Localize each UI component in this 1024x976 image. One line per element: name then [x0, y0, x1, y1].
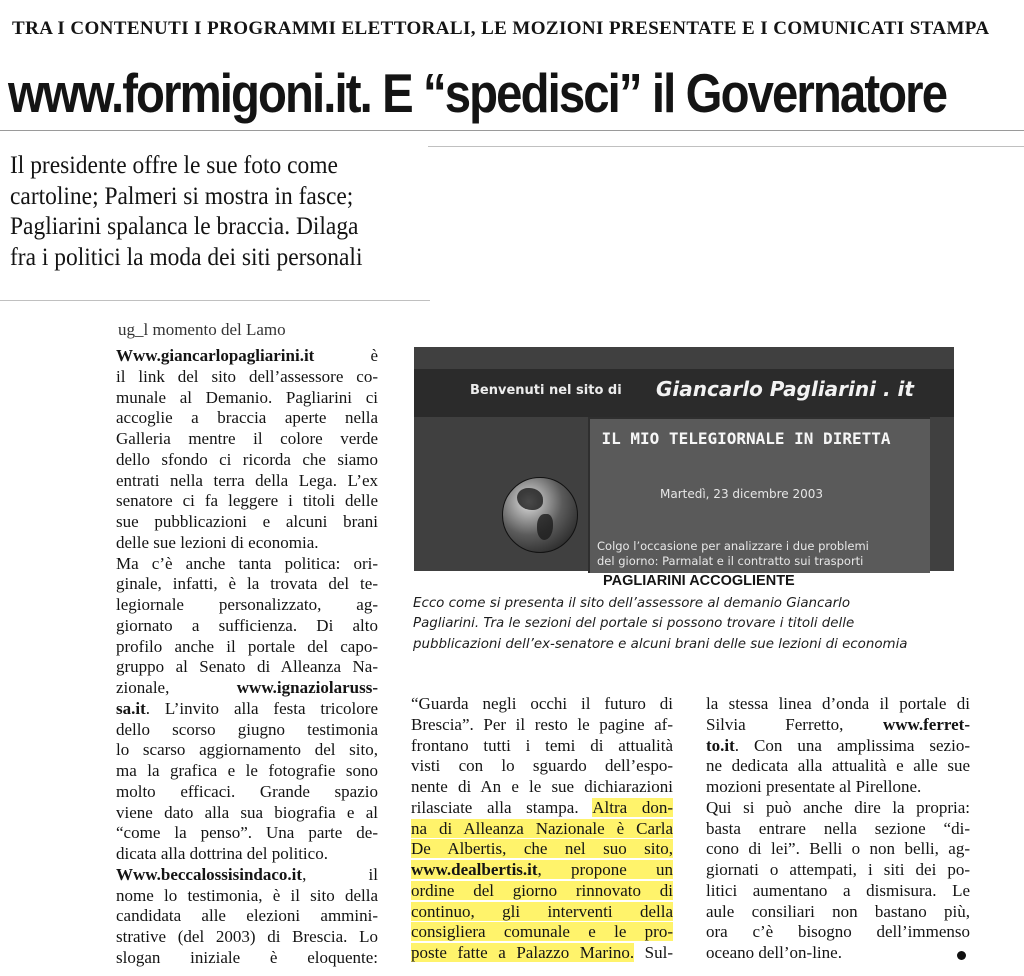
text-run: molto efficaci. Grande spazio [116, 781, 378, 801]
text-line [116, 720, 378, 741]
text-line [116, 699, 378, 720]
text-run: Galleria mentre il colore verde [116, 429, 378, 448]
deck-line: Il presidente offre le sue foto come [10, 150, 338, 179]
text-line [411, 819, 673, 840]
text-run: giornato a sufficienza. Di alto [116, 615, 378, 635]
text-run: dello sfondo ci ricorda che siamo [116, 449, 378, 469]
text-line [116, 740, 378, 761]
text-run: delle sue lezioni di economia. [116, 532, 319, 552]
text-run: rilasciate alla stampa. [411, 797, 593, 817]
text-line [116, 886, 378, 907]
text-run: sue pubblicazioni e alcuni brani [116, 512, 378, 531]
text-line [116, 657, 378, 678]
text-line [116, 388, 378, 409]
text-line [706, 943, 970, 964]
screenshot-tg-title: IL MIO TELEGIORNALE IN DIRETTA [601, 429, 891, 448]
text-run: ordine del giorno rinnovato di [411, 880, 673, 900]
site-url: to.it [706, 735, 735, 755]
text-run: gruppo al Senato di Alleanza Na- [116, 657, 378, 677]
text-line [116, 595, 378, 616]
text-run: Ma c’è anche tanta politica: ori- [116, 553, 378, 573]
text-line [116, 948, 378, 969]
text-line [706, 798, 970, 819]
text-line [706, 756, 970, 777]
text-line [116, 533, 378, 554]
text-line [411, 881, 673, 902]
text-run: basta entrare nella sezione “di- [706, 818, 970, 838]
text-run: la stessa linea d’onda il portale di [706, 694, 970, 713]
text-line [411, 756, 673, 777]
text-line [411, 736, 673, 757]
text-run: litici aumentano a dismisura. Le [706, 880, 970, 900]
site-url: sa.it [116, 698, 146, 718]
text-run: ginale, infatti, è la trovata del te- [116, 574, 378, 594]
deck-line: fra i politici la moda dei siti personali [10, 241, 363, 271]
text-line [116, 408, 378, 429]
text-line [116, 616, 378, 637]
text-run: munale al Demanio. Pagliarini ci [116, 387, 378, 407]
deck-line: cartoline; Palmeri si mostra in fasce; [10, 180, 354, 210]
text-run: “Guarda negli occhi il futuro di [411, 694, 673, 713]
text-line [411, 715, 673, 736]
text-run: De Albertis, che nel suo sito, [411, 839, 673, 859]
text-line [706, 881, 970, 902]
text-run: dicata alla dottrina del politico. [116, 844, 328, 863]
text-run: Sul- [634, 943, 673, 962]
text-line [116, 803, 378, 824]
text-line [706, 777, 970, 798]
text-run: consigliera comunale e le pro- [411, 922, 673, 942]
text-line [116, 450, 378, 471]
site-url: www.ferret- [882, 714, 970, 734]
text-run: ne dedicata alla attualità e alle sue [706, 756, 970, 776]
text-run: , propone un [537, 860, 673, 879]
screenshot-note-line: Colgo l’occasione per analizzare i due problemi [597, 539, 869, 553]
text-run: dello scorso giugno testimonia [116, 719, 378, 739]
cut-off-text: ug_l momento del Lamo [118, 320, 286, 339]
text-run: frontano tutti i temi di attualità [411, 735, 673, 755]
text-run: Altra don- [592, 797, 673, 817]
text-line [706, 860, 970, 881]
text-run: , il [302, 864, 378, 884]
text-line [116, 574, 378, 595]
screenshot-site-name: Giancarlo Pagliarini . it [656, 377, 914, 401]
text-line [116, 865, 378, 886]
kicker: TRA I CONTENUTI I PROGRAMMI ELETTORALI, LE MOZIONI PRESENTATE E I COMUNICATI STAMPA [12, 18, 990, 39]
text-run: giornati o attempati, i siti dei po- [706, 860, 970, 879]
text-run: Silvia Ferretto, [706, 714, 883, 734]
text-line [411, 860, 673, 881]
site-url: www.ignaziolaruss- [236, 678, 378, 697]
text-run: visti con lo sguardo dell’espo- [411, 756, 673, 776]
caption-line: Ecco come si presenta il sito dell’assessore al demanio Giancarlo [413, 596, 851, 611]
text-run: accoglie a braccia aperte nella [116, 408, 378, 428]
text-line [116, 491, 378, 512]
text-run: aule consiliari non bastano più, [706, 901, 970, 921]
text-run: strative (del 2003) di Brescia. Lo [116, 927, 378, 946]
text-line [411, 943, 673, 964]
deck-rule-top [428, 146, 1024, 147]
text-line [706, 715, 970, 736]
text-run: è [314, 346, 378, 365]
text-run: “come la penso”. Una parte de- [116, 823, 378, 843]
text-run: poste fatte a Palazzo Marino. [411, 943, 635, 962]
text-run: ora c’è bisogno dell’immenso [706, 922, 970, 942]
text-run: legiornale personalizzato, ag- [116, 595, 378, 614]
website-screenshot [414, 347, 954, 571]
text-line [116, 367, 378, 388]
text-line [116, 823, 378, 844]
end-mark-icon [957, 951, 966, 960]
globe-icon [502, 477, 578, 553]
text-run: . Con una amplissima sezio- [734, 735, 970, 755]
text-run: candidata alle elezioni ammini- [116, 906, 378, 926]
text-line [411, 777, 673, 798]
text-line [706, 922, 970, 943]
text-line [706, 736, 970, 757]
text-run: profilo anche il portale del capo- [116, 636, 378, 656]
cut-off-line [118, 320, 383, 342]
text-line [116, 761, 378, 782]
site-url: Www.beccalossisindaco.it [116, 864, 303, 884]
text-line [116, 512, 378, 533]
photo-caption [413, 594, 908, 655]
deck-rule-bottom [0, 300, 430, 301]
text-run: il link del sito dell’assessore co- [116, 366, 378, 386]
caption-line: pubblicazioni dell’ex-senatore e alcuni brani delle sue lezioni di economia [413, 636, 908, 652]
text-run: Brescia”. Per il resto le pagine af- [411, 714, 673, 734]
text-line [706, 694, 970, 715]
text-line [706, 839, 970, 860]
screenshot-welcome: Benvenuti nel sito di [470, 383, 622, 398]
screenshot-note-line: del giorno: Parmalat e il contratto sui trasporti [597, 554, 864, 568]
text-line [411, 798, 673, 819]
text-line [116, 906, 378, 927]
screenshot-note [597, 539, 869, 569]
text-line [116, 554, 378, 575]
text-line [116, 471, 378, 492]
text-run: viene dato alla sua biografia e al [116, 802, 378, 822]
text-line [116, 782, 378, 803]
deck-line: Pagliarini spalanca le braccia. Dilaga [10, 211, 359, 241]
text-line [706, 902, 970, 923]
text-line [411, 839, 673, 860]
text-line [116, 346, 378, 367]
text-line [116, 678, 378, 699]
text-run: mozioni presentate al Pirellone. [706, 777, 922, 796]
text-run: lo scarso aggiornamento del sito, [116, 740, 378, 760]
text-line [411, 922, 673, 943]
text-run: continuo, gli interventi della [411, 901, 673, 921]
text-run: ma la grafica e le fotografie sono [116, 761, 378, 780]
text-line [116, 637, 378, 658]
site-url: Www.giancarlopagliarini.it [116, 346, 315, 365]
text-run: entrati nella terra della Lega. L’ex [116, 470, 378, 490]
text-line [411, 694, 673, 715]
text-run: . L’invito alla festa tricolore [145, 698, 378, 718]
text-line [411, 902, 673, 923]
text-run: nome lo testimonia, è il sito della [116, 885, 378, 905]
site-url: www.dealbertis.it [411, 860, 538, 879]
text-line [116, 429, 378, 450]
text-run: cono di lei”. Belli o non belli, ag- [706, 839, 970, 859]
text-run: slogan iniziale è eloquente: [116, 947, 378, 967]
text-run: nente di An e le sue dichiarazioni [411, 777, 673, 796]
text-run: oceano dell’on-line. [706, 943, 842, 962]
caption-line: Pagliarini. Tra le sezioni del portale si possono trovare i titoli delle [413, 616, 855, 632]
text-run: na di Alleanza Nazionale è Carla [411, 818, 673, 838]
screenshot-date: Martedì, 23 dicembre 2003 [660, 487, 824, 501]
text-line [116, 927, 378, 948]
article-column-3 [706, 694, 970, 964]
headline-rule [0, 130, 1024, 131]
deck [10, 150, 480, 272]
text-line [116, 844, 378, 865]
article-column-2 [411, 694, 673, 964]
article-column-1 [116, 346, 378, 969]
text-run: Qui si può anche dire la propria: [706, 797, 970, 817]
photo-label: PAGLIARINI ACCOGLIENTE [603, 573, 795, 589]
text-run: senatore ci fa leggere i titoli delle [116, 491, 378, 511]
headline: www.formigoni.it. E “spedisci” il Governatore [8, 62, 947, 124]
text-line [706, 819, 970, 840]
text-run: zionale, [116, 678, 237, 697]
